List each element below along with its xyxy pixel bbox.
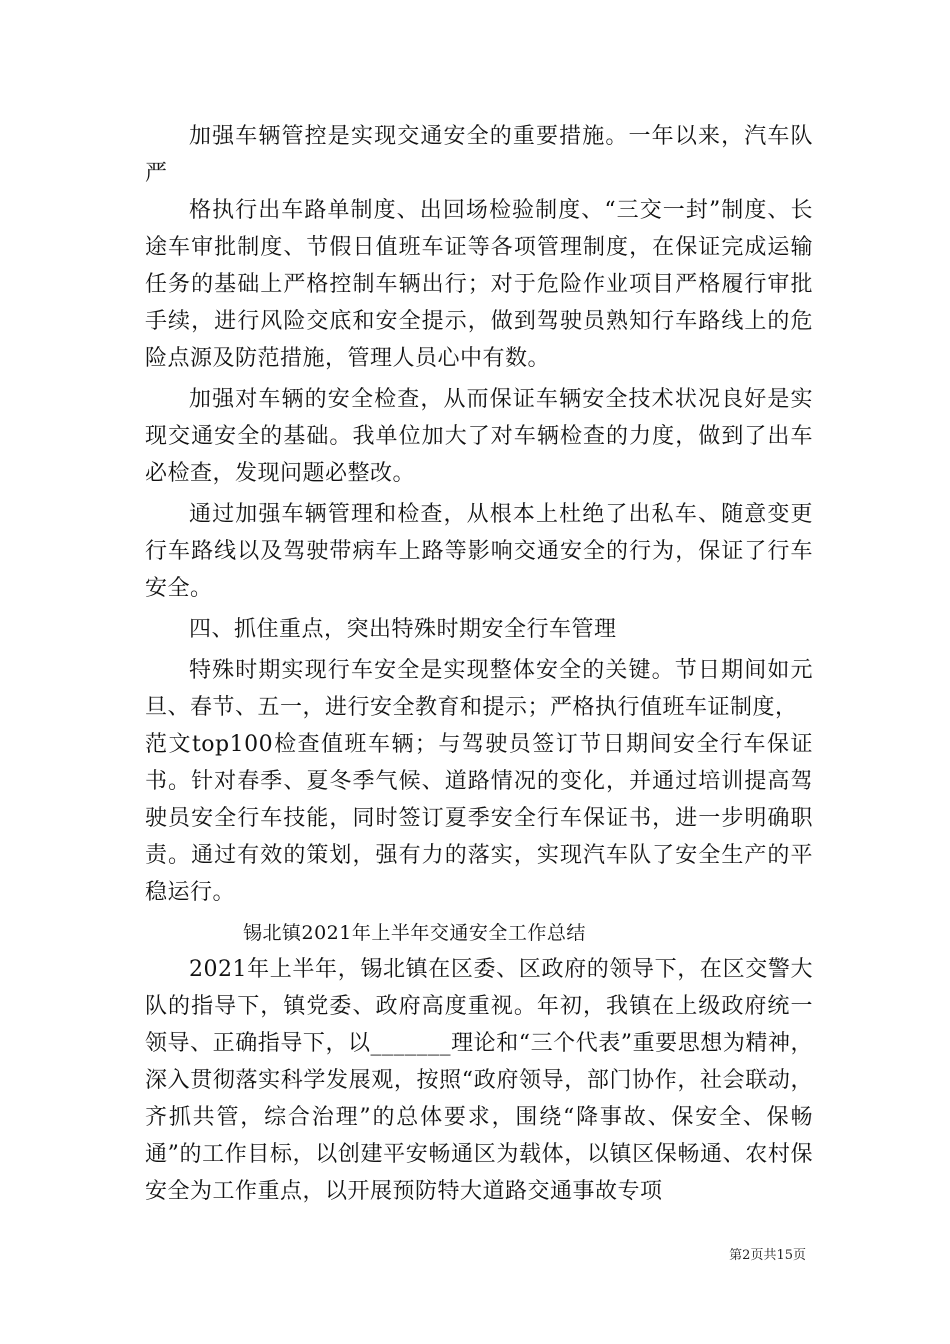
- document-body: [145, 118, 813, 1214]
- document-subtitle: 锡北镇2021年上半年交通安全工作总结: [243, 922, 586, 944]
- paragraph-special-period-b: 范文top100检查值班车辆；与驾驶员签订节日期间安全行车保证书。针对春季、夏冬季气候、道路情况的变化，并通过培训提高驾驶员安全行车技能，同时签订夏季安全行车保证书，进一步明确职责。通过有效的策划，强有力的落实，实现汽车队了安全生产的平稳运行。: [145, 732, 813, 905]
- paragraph-xibei-summary: 2021年上半年，锡北镇在区委、区政府的领导下，在区交警大队的指导下，镇党委、政府高度重视。年初，我镇在上级政府统一领导、正确指导下，以_______理论和“三个代表”重要思想为精神，深入贯彻落实科学发展观，按照“政府领导，部门协作，社会联动，齐抓共管，综合治理”的总体要求，围绕“降事故、保安全、保畅通”的工作目标，以创建平安畅通区为载体，以镇区保畅通、农村保安全为工作重点，以开展预防特大道路交通事故专项: [145, 957, 813, 1204]
- paragraph-special-period-a: 特殊时期实现行车安全是实现整体安全的关键。节日期间如元旦、春节、五一，进行安全教育和提示；严格执行值班车证制度，: [145, 658, 813, 720]
- paragraph-vehicle-control: 加强车辆管控是实现交通安全的重要措施。一年以来，汽车队严: [145, 124, 813, 186]
- paragraph-management-result: 通过加强车辆管理和检查，从根本上杜绝了出私车、随意变更行车路线以及驾驶带病车上路等影响交通安全的行为，保证了行车安全。: [145, 502, 813, 601]
- paragraph-safety-inspection: 加强对车辆的安全检查，从而保证车辆安全技术状况良好是实现交通安全的基础。我单位加大了对车辆检查的力度，做到了出车必检查，发现问题必整改。: [145, 387, 813, 486]
- page-number: 第2页共15页: [729, 1248, 806, 1263]
- section-heading-four: 四、抓住重点，突出特殊时期安全行车管理: [189, 617, 617, 642]
- paragraph-management-rules: 格执行出车路单制度、出回场检验制度、“三交一封”制度、长途车审批制度、节假日值班车证等各项管理制度，在保证完成运输任务的基础上严格控制车辆出行；对于危险作业项目严格履行审批手续，进行风险交底和安全提示，做到驾驶员熟知行车路线上的危险点源及防范措施，管理人员心中有数。: [145, 198, 813, 371]
